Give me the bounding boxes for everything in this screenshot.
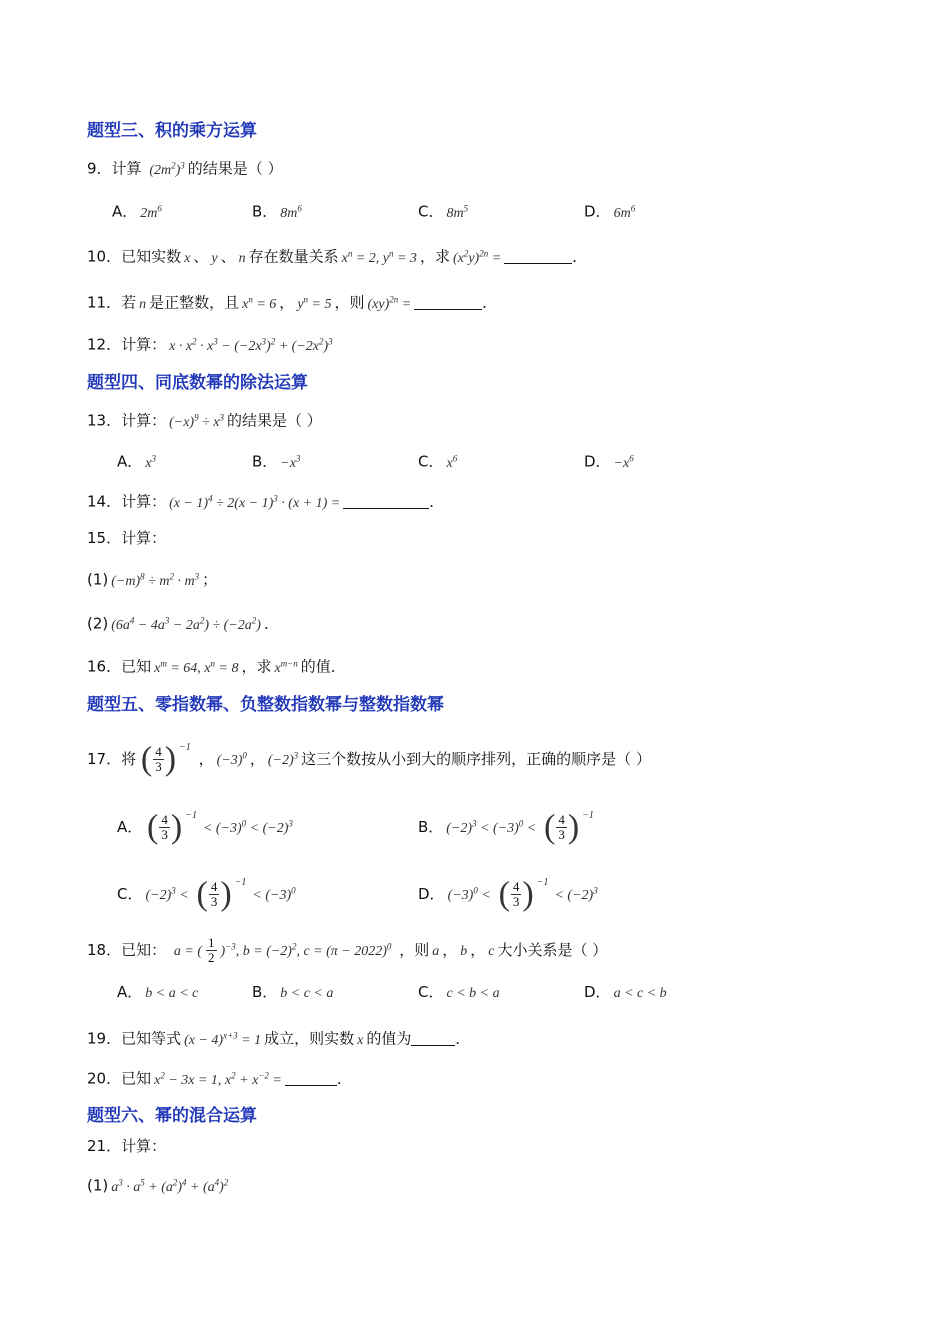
option-d[interactable]: D． $-x^6$ — [584, 452, 634, 471]
option-a[interactable]: A． $2m^6$ — [112, 202, 162, 221]
answer-blank[interactable] — [285, 1071, 337, 1086]
section-heading-5: 题型五、零指数幂、负整数指数幂与整数指数幂 — [87, 695, 444, 715]
option-b[interactable]: B． b < c < a — [252, 983, 334, 1001]
question-9: 9．计算 $(2m^2)^3$ 的结果是（ ） — [87, 159, 283, 178]
option-b[interactable]: B． $8m^6$ — [252, 202, 302, 221]
question-13: 13．计算： $(-x)^9 \div x^3$ 的结果是（ ） — [87, 411, 322, 430]
option-d[interactable]: D． a < c < b — [584, 983, 667, 1001]
option-c[interactable]: C． $8m^5$ — [418, 202, 469, 221]
section-heading-6: 题型六、幂的混合运算 — [87, 1106, 257, 1126]
question-12: 12．计算： $x \cdot x^2 \cdot x^3 - (-2x^3)^2 + (-2x^2)^3$ — [87, 335, 333, 354]
option-d[interactable]: D． $6m^6$ — [584, 202, 636, 221]
option-b[interactable]: B． $(-2)^3 < (-3)^0$ < ( $\frac{4}{3}$ ) $^{-1}$ — [418, 808, 594, 846]
question-15-part-1: (1) $(-m)^8 \div m^2 \cdot m^3$ ； — [87, 570, 218, 589]
question-19: 19．已知等式 $(x - 4)^{x+3} = 1$ 成立，则实数 x 的值为 ． — [87, 1029, 471, 1048]
question-14: 14．计算： $(x - 1)^4 \div 2(x - 1)^3 \cdot (x + 1)$ = ． — [87, 492, 445, 511]
answer-blank[interactable] — [504, 249, 572, 264]
math-expr: $(2m^2)^3$ — [149, 160, 185, 178]
answer-blank[interactable] — [343, 494, 429, 509]
question-21: 21．计算： — [87, 1137, 167, 1155]
option-c[interactable]: C． $x^6$ — [418, 452, 458, 471]
option-a[interactable]: A． ( $\frac{4}{3}$ ) $^{-1}< (-3)^0 < (-2)^3$ — [117, 808, 293, 846]
answer-blank[interactable] — [411, 1031, 455, 1046]
question-10: 10．已知实数 x 、 y 、 n 存在数量关系 $x^n = 2$, $y^n = 3$ ，求 $(x^2y)^{2n}$ = ． — [87, 247, 588, 266]
question-20: 20．已知 $x^2 - 3x = 1$, $x^2 + x^{-2}$ = ． — [87, 1069, 352, 1088]
option-b[interactable]: B． $-x^3$ — [252, 452, 301, 471]
question-18: 18．已知： a = ( $\frac{1}{2}$ )$^{-3}$, $b = (-2)^2$, $c = (\pi - 2022)^0$ ，则 a ， b ， c 大小关系是（ ） — [87, 935, 608, 965]
question-15-part-2: (2) $(6a^4 - 4a^3 - 2a^2) \div (-2a^2)$ ． — [87, 614, 279, 633]
question-17: 17．将 ( $\frac{4}{3}$ ) $^{-1}$ ， $(-3)^0$ ， $(-2)^3$ 这三个数按从小到大的顺序排列，正确的顺序是（ ） — [87, 740, 651, 778]
question-21-part-1: (1) $a^3 \cdot a^5 + (a^2)^4 + (a^4)^2$ — [87, 1176, 229, 1195]
question-11: 11．若 n 是正整数，且 $x^n = 6$ ， $y^n = 5$ ，则 (xy)$^{2n}$ = ． — [87, 293, 498, 312]
option-a[interactable]: A． b < a < c — [117, 983, 199, 1001]
option-c[interactable]: C． c < b < a — [418, 983, 500, 1001]
section-heading-4: 题型四、同底数幂的除法运算 — [87, 373, 308, 393]
question-15: 15．计算： — [87, 529, 167, 547]
option-d[interactable]: D． $(-3)^0$ < ( $\frac{4}{3}$ ) $^{-1}< (-2)^3$ — [418, 875, 598, 913]
answer-blank[interactable] — [414, 295, 482, 310]
option-c[interactable]: C． $(-2)^3$ < ( $\frac{4}{3}$ ) $^{-1}< (-3)^0$ — [117, 875, 296, 913]
section-heading-3: 题型三、积的乘方运算 — [87, 121, 257, 141]
option-a[interactable]: A． $x^3$ — [117, 452, 156, 471]
question-16: 16．已知 $x^m = 64$, $x^n = 8$ ，求 $x^{m-n}$ 的值． — [87, 657, 346, 676]
